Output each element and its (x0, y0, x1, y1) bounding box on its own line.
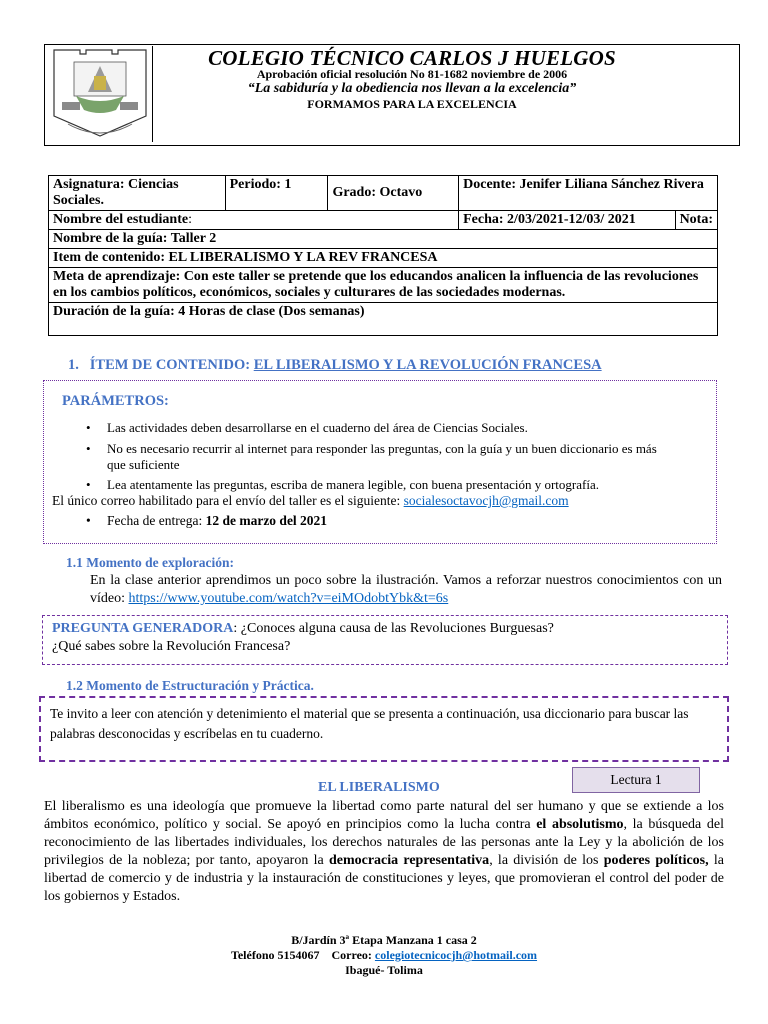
guiding-question-label: PREGUNTA GENERADORA (52, 621, 234, 636)
parameter-item (86, 477, 707, 493)
reading-text: , la búsqueda del reconocimiento de las libertades individuales, los derechos naturales de las personas ante la Ley y la abolición de los privilegios de la nobleza; por tanto, apoyaron la (44, 817, 724, 868)
section-label: ÍTEM DE CONTENIDO: (89, 357, 254, 373)
section-heading (68, 357, 602, 374)
parameter-text: No es necesario recurrir al internet para responder las preguntas, con la guía y un buen diccionario es más que suficiente (107, 441, 657, 472)
reading-text: El liberalismo es una ideología que promueve la libertad como parte natural del ser humano y que se extiende a los ámbitos económico, político y social. Se apoyó en principios como la lucha contra (44, 799, 724, 832)
reading-label-badge: Lectura 1 (572, 767, 700, 793)
guide-name-cell: Nombre de la guía: Taller 2 (49, 230, 718, 249)
guide-info-table (48, 175, 718, 336)
grade-note-cell[interactable]: Nota: (675, 211, 717, 230)
parameter-text: Las actividades deben desarrollarse en el cuaderno del área de Ciencias Sociales. (107, 420, 528, 435)
date-cell: Fecha: 2/03/2021-12/03/ 2021 (459, 211, 675, 230)
bullet-icon: • (86, 477, 91, 492)
parameters-title: PARÁMETROS: (62, 393, 169, 409)
student-name-colon: : (188, 212, 192, 227)
submission-email-line (52, 493, 569, 509)
reading-bold: democracia representativa (328, 853, 490, 868)
bullet-icon: • (86, 441, 91, 456)
student-name-cell[interactable] (49, 211, 459, 230)
duration-cell: Duración de la guía: 4 Horas de clase (Dos semanas) (49, 303, 718, 336)
footer-phone: Teléfono 5154067 Correo: (230, 948, 375, 962)
due-date-item (86, 513, 707, 529)
content-item-cell: Item de contenido: EL LIBERALISMO Y LA REV FRANCESA (49, 249, 718, 268)
parameter-text: Lea atentamente las preguntas, escriba de manera legible, con buena presentación y ortografía. (107, 477, 599, 492)
exploration-heading: 1.1 Momento de exploración: (66, 555, 234, 570)
footer-address: B/Jardín 3ª Etapa Manzana 1 casa 2 (291, 933, 477, 947)
student-name-label: Nombre del estudiante (53, 212, 189, 227)
reading-bold: poderes políticos, (603, 853, 709, 868)
guiding-question-1 (52, 621, 554, 637)
section-title: EL LIBERALISMO Y LA REVOLUCIÓN FRANCESA (253, 357, 602, 373)
video-link[interactable]: https://www.youtube.com/watch?v=eiMOdobtYbk&t=6s (128, 591, 449, 606)
subject-cell: Asignatura: Ciencias Sociales. (49, 176, 226, 211)
exploration-text (90, 572, 722, 608)
exploration-body: En la clase anterior aprendimos un poco sobre la ilustración. Vamos a reforzar nuestros conocimientos con un vídeo: (90, 573, 722, 606)
submission-email-link[interactable]: socialesoctavocjh@gmail.com (403, 493, 569, 508)
footer-contact (0, 948, 768, 963)
school-tagline: FORMAMOS PARA LA EXCELENCIA (307, 97, 517, 111)
guiding-question-text: : ¿Conoces alguna causa de las Revoluciones Burguesas? (233, 621, 554, 636)
school-crest-icon (46, 46, 152, 142)
reading-title: EL LIBERALISMO (318, 780, 440, 795)
invitation-text: Te invito a leer con atención y detenimiento el material que se presenta a continuación, usa diccionario para buscar las palabras desconocidas y escríbelas en tu cuaderno. (50, 706, 689, 741)
footer-email-link[interactable]: colegiotecnicocjh@hotmail.com (374, 948, 538, 962)
due-date-value: 12 de marzo del 2021 (205, 513, 328, 528)
teacher-cell: Docente: Jenifer Liliana Sánchez Rivera (459, 176, 718, 211)
structuring-heading: 1.2 Momento de Estructuración y Práctica. (66, 678, 314, 693)
school-motto: “La sabiduría y la obediencia nos llevan a la excelencia” (247, 81, 577, 96)
bullet-icon: • (86, 420, 91, 435)
school-logo (46, 46, 153, 142)
grade-cell: Grado: Octavo (328, 176, 459, 211)
reading-text: la libertad de comercio y de industria y la instauración de constituciones y leyes, que promovieran el control del poder de los gobiernos y Estados. (44, 853, 724, 904)
reading-paragraph (44, 798, 724, 906)
parameter-item (86, 420, 707, 436)
approval-text: Aprobación oficial resolución No 81-1682 noviembre de 2006 (256, 67, 568, 81)
section-number: 1. (68, 357, 79, 373)
guiding-question-2: ¿Qué sabes sobre la Revolución Francesa? (52, 639, 291, 654)
due-date-label: Fecha de entrega: (107, 513, 206, 528)
footer-city: Ibagué- Tolima (345, 963, 423, 977)
parameter-item (86, 441, 677, 473)
period-cell: Periodo: 1 (225, 176, 328, 211)
reading-text: , la división de los (489, 853, 604, 868)
reading-bold: el absolutismo (536, 817, 624, 832)
school-name: COLEGIO TÉCNICO CARLOS J HUELGOS (208, 46, 616, 70)
email-intro: El único correo habilitado para el envío del taller es el siguiente: (52, 493, 404, 508)
bullet-icon: • (86, 513, 91, 528)
learning-goal-cell: Meta de aprendizaje: Con este taller se pretende que los educandos analicen la influencia de las revoluciones en los cambios políticos, económicos, sociales y culturares de las sociedades modernas. (49, 268, 718, 303)
